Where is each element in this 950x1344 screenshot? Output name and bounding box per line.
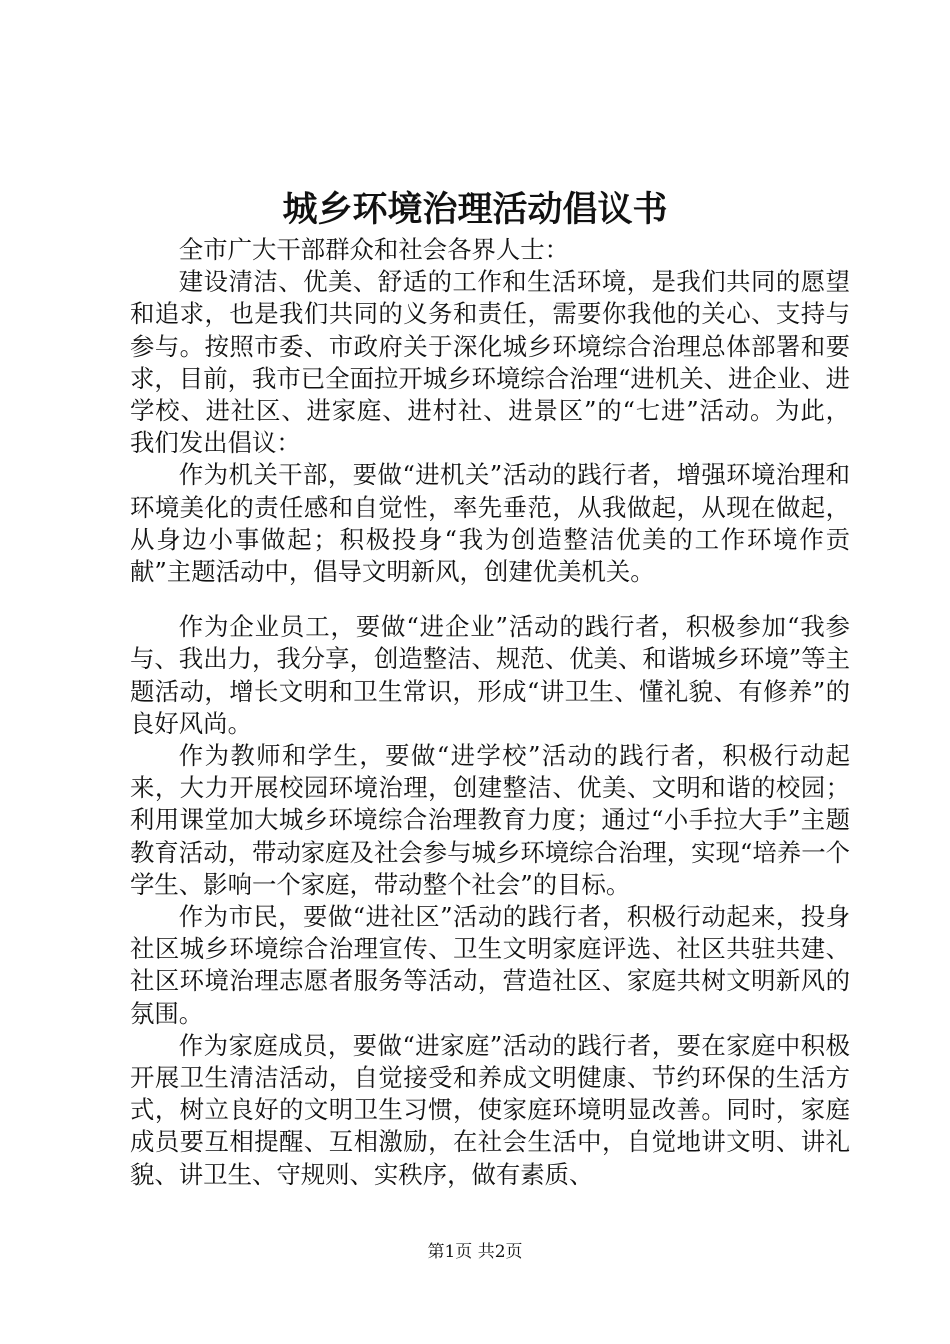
document-body	[130, 234, 850, 1191]
paragraph-family: 作为家庭成员，要做“进家庭”活动的践行者，要在家庭中积极开展卫生清洁活动，自觉接受和养成文明健康、节约环保的生活方式，树立良好的文明卫生习惯，使家庭环境明显改善。同时，家庭成员要互相提醒、互相激励，在社会生活中，自觉地讲文明、讲礼貌、讲卫生、守规则、实秩序，做有素质、	[130, 1030, 850, 1189]
paragraph-school: 作为教师和学生，要做“进学校”活动的践行者，积极行动起来，大力开展校园环境治理，创建整洁、优美、文明和谐的校园；利用课堂加大城乡环境综合治理教育力度；通过“小手拉大手”主题教育活动，带动家庭及社会参与城乡环境综合治理，实现“培养一个学生、影响一个家庭，带动整个社会”的目标。	[130, 741, 850, 899]
document-title: 城乡环境治理活动倡议书	[282, 189, 668, 230]
paragraph-government: 作为机关干部，要做“进机关”活动的践行者，增强环境治理和环境美化的责任感和自觉性，率先垂范，从我做起，从现在做起，从身边小事做起；积极投身“我为创造整洁优美的工作环境作贡献”主题活动中，倡导文明新风，创建优美机关。	[130, 460, 850, 587]
paragraph-enterprise: 作为企业员工，要做“进企业”活动的践行者，积极参加“我参与、我出力，我分享，创造整洁、规范、优美、和谐城乡环境”等主题活动，增长文明和卫生常识，形成“讲卫生、懂礼貌、有修养”的良好风尚。	[130, 612, 850, 738]
paragraph-community: 作为市民，要做“进社区”活动的践行者，积极行动起来，投身社区城乡环境综合治理宣传、卫生文明家庭评选、社区共驻共建、社区环境治理志愿者服务等活动，营造社区、家庭共树文明新风的氛围。	[130, 902, 850, 1028]
paragraph-intro: 建设清洁、优美、舒适的工作和生活环境，是我们共同的愿望和追求，也是我们共同的义务和责任，需要你我他的关心、支持与参与。按照市委、市政府关于深化城乡环境综合治理总体部署和要求，目前，我市已全面拉开城乡环境综合治理“进机关、进企业、进学校、进社区、进家庭、进村社、进景区”的“七进”活动。为此，我们发出倡议：	[130, 267, 850, 458]
page-number: 第1页 共2页	[427, 1242, 523, 1262]
salutation: 全市广大干部群众和社会各界人士：	[178, 235, 570, 264]
